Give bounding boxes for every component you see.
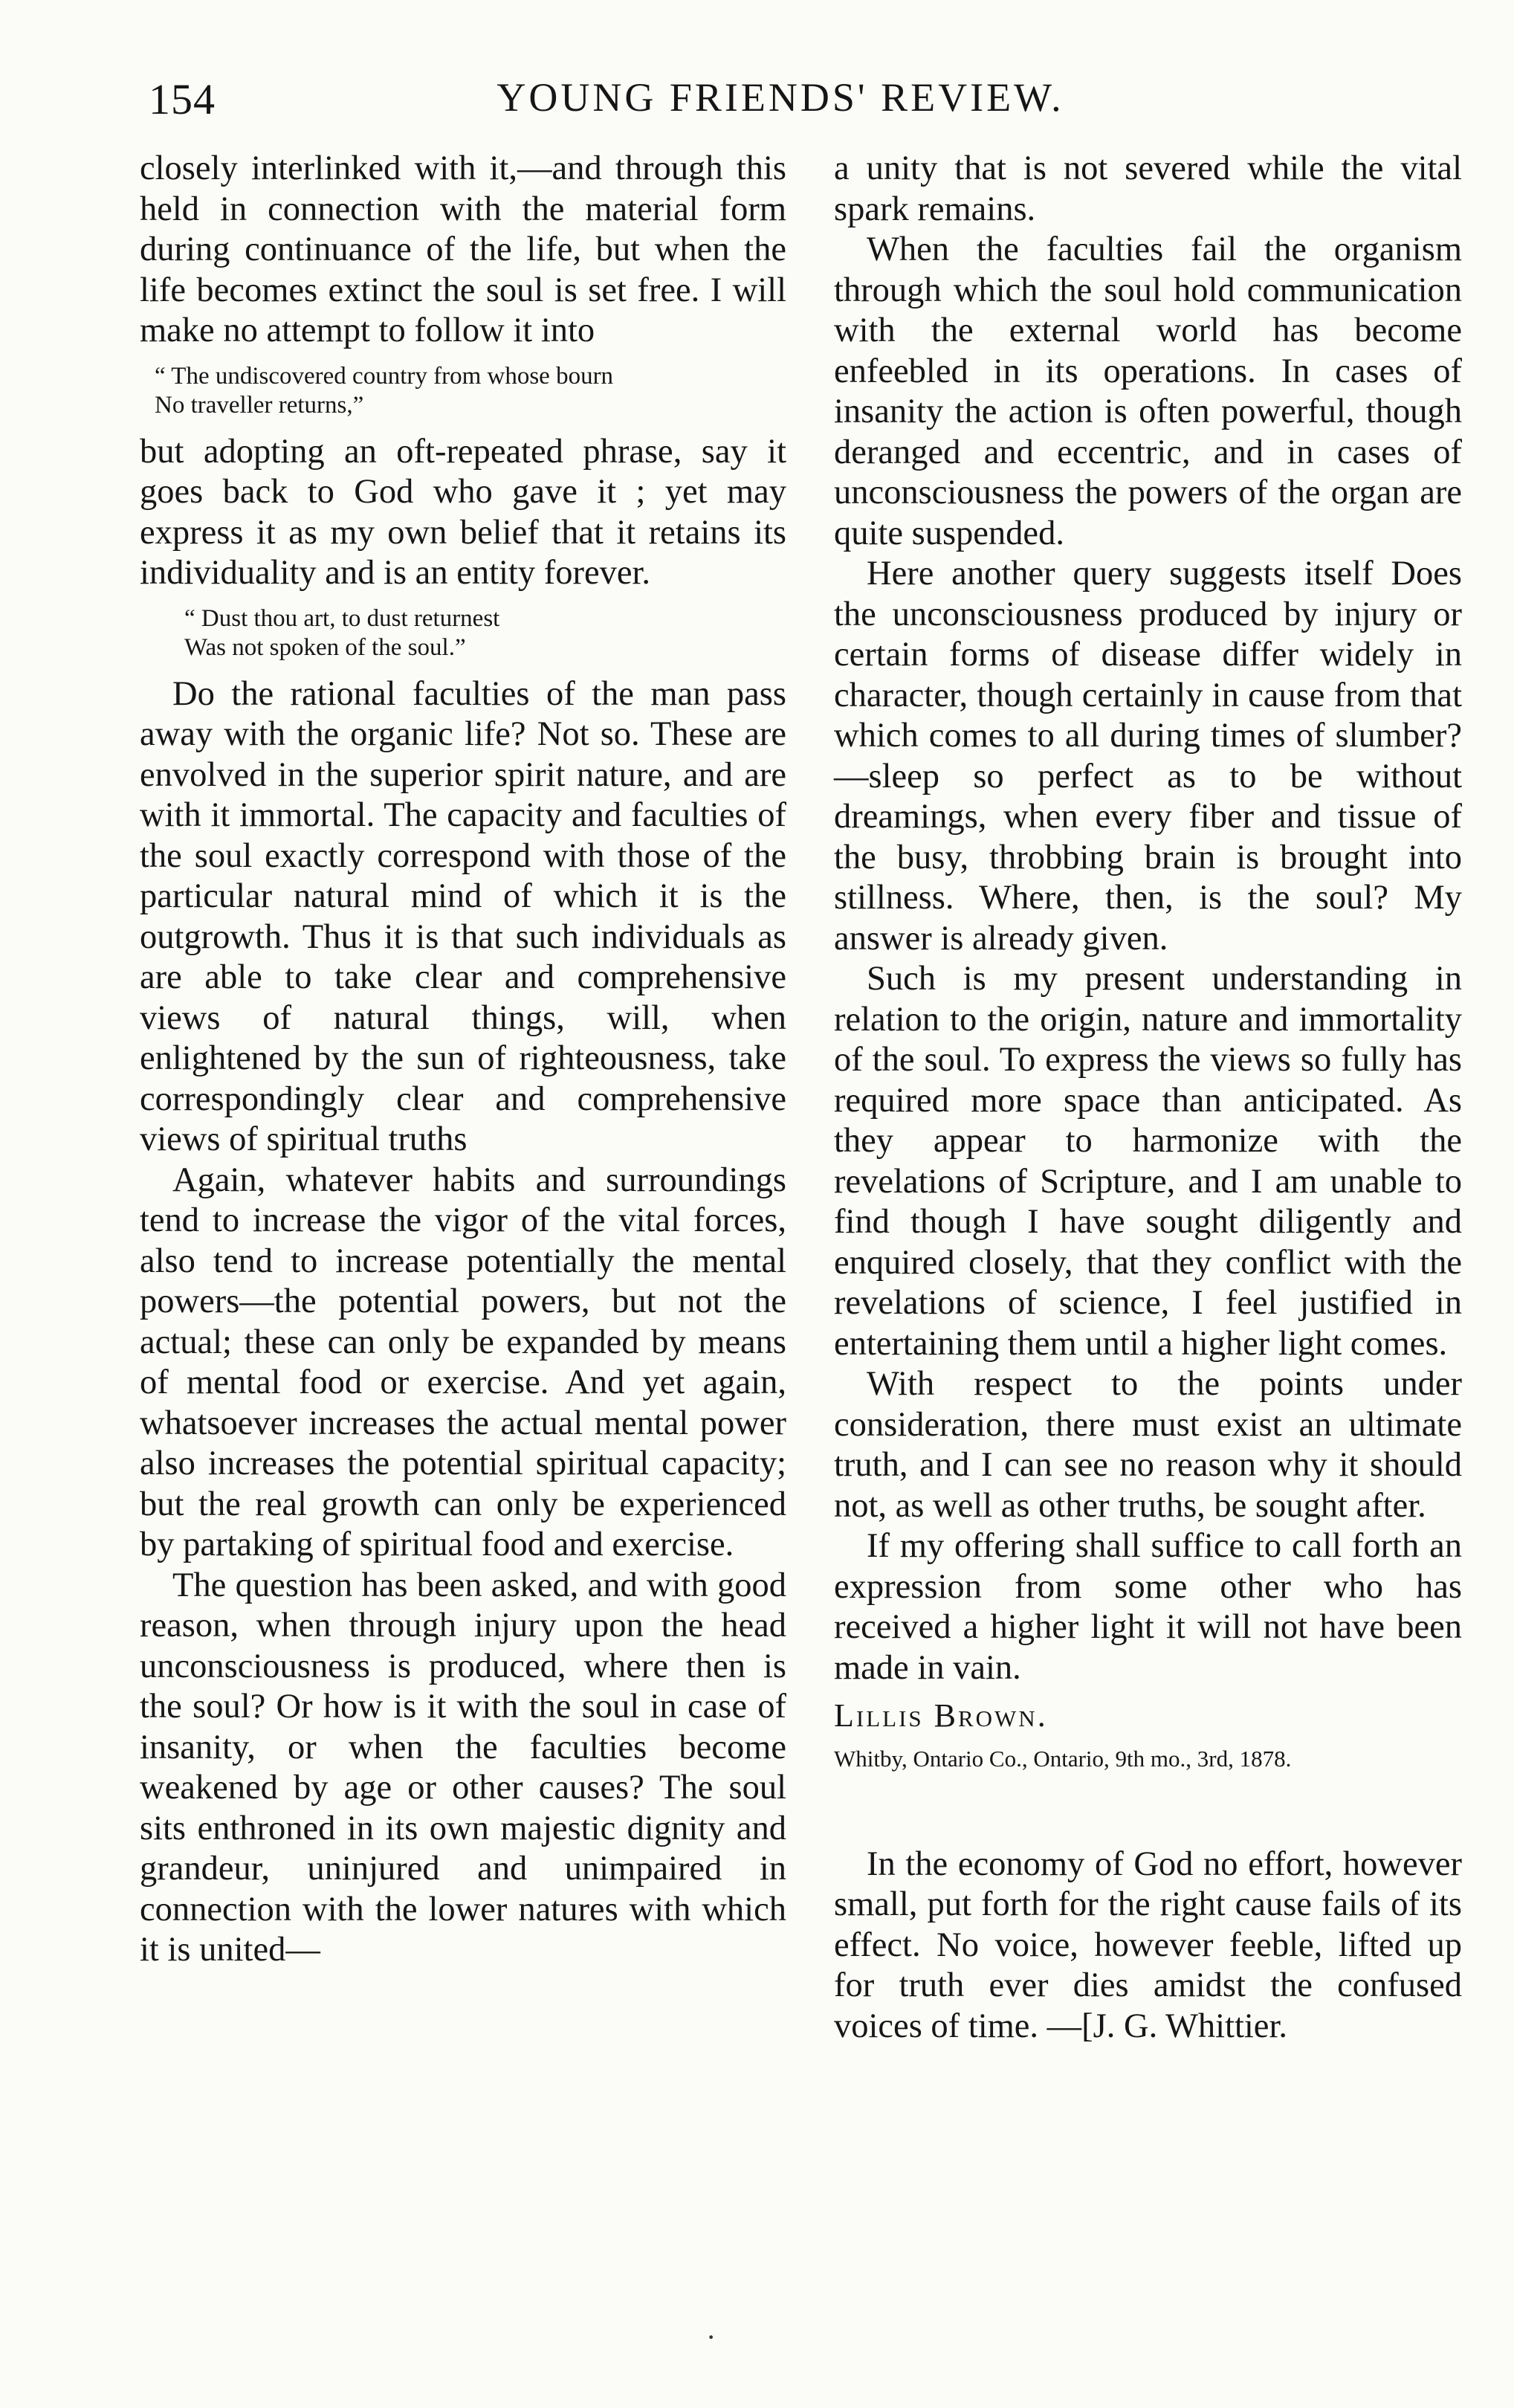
quote-line: “ The undiscovered country from whose bourn: [155, 362, 614, 390]
paragraph: Do the rational faculties of the man pass away with the organic life? Not so. These are envolved in the superior spirit nature, and are with it immortal. The capacity and faculties of the soul exactly correspond with those of the particular natural mind of which it is the outgrowth. Thus it is that such individuals as are able to take clear and comprehensive views of natural things, will, when enlightened by the sun of righteousness, take correspondingly clear and comprehensive views of spiritual truths: [140, 674, 786, 1158]
section-gap: [834, 1774, 1462, 1844]
paragraph: Such is my present understanding in relation to the origin, nature and immortality of the soul. To express the views so fully has required more space than anticipated. As they appear to harmonize with the revelations of Scripture, and I am unable to find though I have sought diligently and enquired closely, that they conflict with the revelations of science, I feel justified in entertaining them until a higher light comes.: [834, 960, 1462, 1363]
paragraph: closely interlinked with it,—and through this held in connection with the material form during continuance of the life, but when the life becomes extinct the soul is set free. I will make no attempt to follow it into: [140, 149, 786, 349]
paragraph: With respect to the points under consideration, there must exist an ultimate truth, and I can see no reason why it should not, as well as other truths, be sought after.: [834, 1365, 1462, 1525]
left-column: [140, 149, 786, 1971]
paragraph: a unity that is not severed while the vital spark remains.: [834, 149, 1462, 228]
paragraph: but adopting an oft-repeated phrase, say it goes back to God who gave it ; yet may express it as my own belief that it retains its individuality and is an entity forever.: [140, 432, 786, 592]
bottom-dot: ·: [706, 2320, 716, 2354]
quote-line: “ Dust thou art, to dust returnest: [184, 604, 500, 632]
block-quote: [140, 604, 786, 662]
paragraph: When the faculties fail the organism through which the soul hold communication with the external world has become enfeebled in its operations. In cases of insanity the action is often powerful, though deranged and eccentric, and in cases of unconsciousness the powers of the organ are quite suspended.: [834, 230, 1462, 552]
block-quote: [140, 362, 786, 420]
paragraph: Here another query suggests itself Does the unconsciousness produced by injury or certain forms of disease differ widely in character, though certainly in cause from that which comes to all during times of slumber?—sleep so perfect as to be without dreamings, when every fiber and tissue of the busy, throbbing brain is brought into stillness. Where, then, is the soul? My answer is already given.: [834, 555, 1462, 958]
paragraph: The question has been asked, and with good reason, when through injury upon the head unconsciousness is produced, where then is the soul? Or how is it with the soul in case of insanity, or when the faculties become weakened by age or other causes? The soul sits enthroned in its own majestic dignity and grandeur, uninjured and unimpaired in connection with the lower natures with which it is united—: [140, 1566, 786, 1969]
page-number: 154: [149, 75, 216, 123]
paragraph: In the economy of God no effort, however small, put forth for the right cause fails of its effect. No voice, however feeble, lifted up for truth ever dies amidst the confused voices of time. —[J. G. Whittier.: [834, 1844, 1462, 2045]
right-column: [834, 149, 1462, 2047]
running-title: YOUNG FRIENDS' REVIEW.: [496, 75, 1064, 120]
place-and-date: Whitby, Ontario Co., Ontario, 9th mo., 3rd, 1878.: [834, 1745, 1292, 1772]
author-signature: Lillis Brown.: [834, 1697, 1048, 1734]
paragraph: Again, whatever habits and surroundings tend to increase the vigor of the vital forces, also tend to increase potentially the mental powers—the potential powers, but not the actual; these can only be expanded by means of mental food or exercise. And yet again, whatsoever increases the actual mental power also increases the potential spiritual capacity; but the real growth can only be experienced by partaking of spiritual food and exercise.: [140, 1161, 786, 1563]
quote-line: Was not spoken of the soul.”: [184, 633, 466, 661]
quote-line: No traveller returns,”: [155, 391, 364, 419]
page-header: [149, 74, 1412, 134]
paragraph: If my offering shall suffice to call forth an expression from some other who has received a higher light it will not have been made in vain.: [834, 1527, 1462, 1687]
